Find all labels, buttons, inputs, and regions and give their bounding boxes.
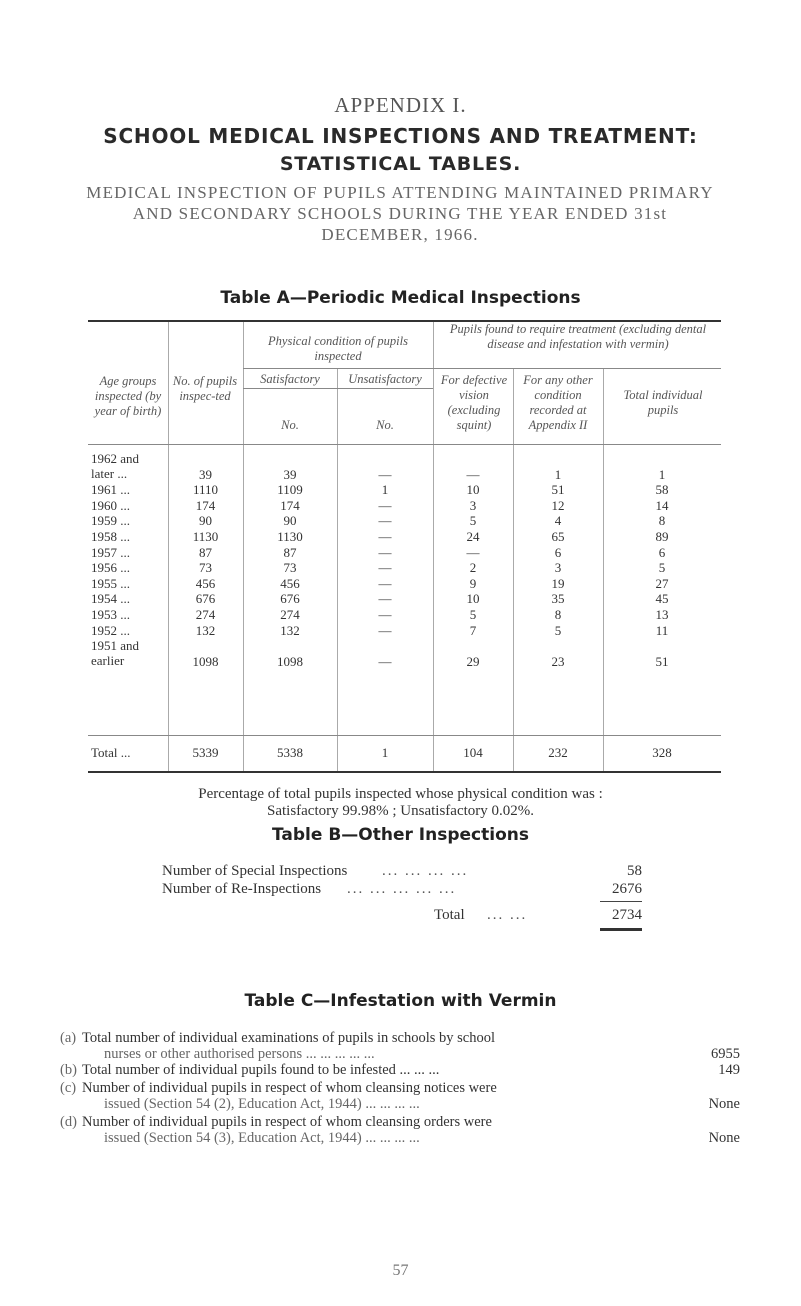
row-year: 1957 ... [91,544,130,560]
percentage-note [0,786,801,820]
leader-dots: ... ... [487,907,528,923]
total-double-rule [600,928,642,931]
row-unsat: — [378,513,392,529]
total-sat: 5338 [277,745,303,760]
total-vision: 104 [463,745,483,760]
total-label: Total ... [91,745,131,760]
table-b-value: 58 [627,863,642,879]
table-b-label: Number of Special Inspections [162,863,348,879]
row-other: 1 [554,466,562,482]
item-marker: (d) [60,1114,77,1130]
row-other: 35 [551,591,565,607]
row-year: 1953 ... [91,607,130,622]
row-total: 58 [655,482,669,498]
leader-dots: ... ... ... ... [382,863,469,879]
row-sat: 456 [280,575,300,591]
row-other: 23 [551,653,565,669]
intro-heading: MEDICAL INSPECTION OF PUPILS ATTENDING MAINTAINED PRIMARY AND SECONDARY SCHOOLS DURING THE YEAR ENDED 31st DECEMBER, 1966. [86,183,714,244]
row-other: 4 [554,513,562,529]
row-pupils: 1098 [192,653,219,669]
header-total-individual: Total individual pupils [623,388,703,417]
header-rule [243,388,433,389]
appendix-heading: APPENDIX I. [334,93,467,117]
table-bottom-rule [88,771,721,773]
table-c-title: Table C—Infestation with Vermin [244,991,557,1011]
total-other: 232 [548,745,568,760]
row-vision: 10 [466,591,480,607]
row-sat: 73 [283,560,297,576]
row-total: 14 [655,497,669,513]
item-marker: (a) [60,1030,77,1046]
item-text-line-1: Total number of individual examinations of pupils in schools by school [82,1030,495,1046]
item-value: 6955 [711,1046,740,1062]
row-pupils: 174 [195,497,216,513]
item-text-line-2: issued (Section 54 (3), Education Act, 1944) ... ... ... ... [104,1130,420,1146]
row-other: 3 [554,560,562,576]
row-other: 12 [551,497,565,513]
row-sat: 274 [280,607,300,622]
item-text-line-1: Number of individual pupils in respect of whom cleansing orders were [82,1114,492,1130]
item-marker: (c) [60,1080,77,1096]
row-total: 5 [658,560,666,576]
row-unsat: — [378,466,392,482]
row-sat: 90 [283,513,297,529]
row-pupils: 39 [199,466,212,482]
row-other: 65 [551,529,565,544]
row-other: 5 [554,622,562,638]
row-year: 1951 and earlier [91,638,140,669]
row-sat: 132 [280,622,300,638]
row-unsat: — [378,607,392,622]
row-unsat: — [378,560,392,576]
row-pupils: 274 [195,607,216,622]
row-vision: 29 [466,653,480,669]
table-b-title: Table B—Other Inspections [272,825,529,845]
row-pupils: 1130 [192,529,219,544]
table-a-title: Table A—Periodic Medical Inspections [220,288,581,308]
row-vision: — [466,466,480,482]
sum-rule [600,901,642,902]
row-vision: 5 [469,607,477,622]
row-year: 1962 and later ... [91,451,140,481]
row-sat: 87 [283,544,297,560]
table-c-item [60,1080,740,1114]
page-number: 57 [392,1262,409,1279]
row-sat: 39 [283,466,297,482]
header-satisfactory: Satisfactory [260,372,320,386]
total-rule [88,735,721,736]
row-year: 1954 ... [91,591,130,607]
row-vision: 5 [469,513,477,529]
total-pupils: 5339 [192,745,219,760]
table-b-total-label: Total [434,907,465,923]
header-rule [243,368,721,369]
row-sat: 676 [280,591,300,607]
row-total: 6 [658,544,666,560]
row-vision: 7 [469,622,477,638]
header-unsatisfactory: Unsatisfactory [348,372,422,386]
total-unsat: 1 [381,745,389,760]
item-text-line-1: Number of individual pupils in respect of whom cleansing notices were [82,1080,497,1096]
header-bottom-rule [88,444,721,445]
header-other-condition: For any other condition recorded at Appendix II [523,373,593,432]
row-total: 45 [655,591,669,607]
item-value: None [708,1096,740,1112]
row-pupils: 456 [195,575,216,591]
row-total: 8 [658,513,666,529]
row-pupils: 87 [199,544,212,560]
row-pupils: 132 [195,622,216,638]
row-sat: 174 [280,497,300,513]
row-total: 89 [655,529,669,544]
header-sat-no: No. [281,418,299,432]
row-pupils: 90 [199,513,212,529]
item-value: 149 [718,1062,740,1078]
row-vision: 10 [466,482,480,498]
row-pupils: 676 [195,591,216,607]
row-other: 6 [554,544,562,560]
row-vision: 2 [469,560,477,576]
row-sat: 1130 [277,529,303,544]
item-text-line-2: issued (Section 54 (2), Education Act, 1944) ... ... ... ... [104,1096,420,1112]
row-pupils: 1110 [192,482,219,498]
row-unsat: — [378,497,392,513]
row-year: 1961 ... [91,482,130,498]
row-year: 1956 ... [91,560,130,576]
table-a [88,320,721,773]
header-physical-condition: Physical condition of pupils inspected [268,334,408,363]
row-unsat: 1 [381,482,389,498]
row-vision: 9 [469,575,477,591]
row-year: 1955 ... [91,575,130,591]
row-total: 11 [655,622,669,638]
row-sat: 1109 [277,482,303,498]
row-year: 1960 ... [91,497,130,513]
header-treatment: Pupils found to require treatment (excluding dental disease and infestation with vermin) [449,322,707,351]
row-unsat: — [378,544,392,560]
item-value: None [708,1130,740,1146]
row-total: 27 [655,575,669,591]
table-c-item [60,1062,740,1080]
row-sat: 1098 [277,653,303,669]
header-unsat-no: No. [376,418,394,432]
row-vision: 24 [466,529,480,544]
row-other: 19 [551,575,565,591]
row-unsat: — [378,622,392,638]
leader-dots: ... ... ... ... ... [347,881,457,897]
total-total: 328 [652,745,672,760]
header-no-pupils: No. of pupils inspec-ted [172,374,238,403]
row-total: 51 [655,653,669,669]
main-title: SCHOOL MEDICAL INSPECTIONS AND TREATMENT: [103,124,698,148]
row-unsat: — [378,529,392,544]
header-age-groups: Age groups inspected (by year of birth) [94,374,162,418]
table-c-item [60,1114,740,1148]
percentage-line-2: Satisfactory 99.98% ; Unsatisfactory 0.02%. [266,803,535,819]
item-text-line-2: nurses or other authorised persons ... ... ... ... ... [104,1046,375,1062]
percentage-line-1: Percentage of total pupils inspected whose physical condition was : [198,786,603,802]
row-vision: 3 [469,497,477,513]
item-marker: (b) [60,1062,77,1078]
row-unsat: — [378,653,392,669]
row-pupils: 73 [199,560,212,576]
row-year: 1958 ... [91,529,130,544]
row-vision: — [466,544,480,560]
table-b-total-value: 2734 [612,907,642,923]
sub-title: STATISTICAL TABLES. [279,153,522,175]
header-defective-vision: For defective vision (excluding squint) [440,373,508,432]
row-unsat: — [378,591,392,607]
row-total: 13 [655,607,669,622]
table-c-item [60,1030,740,1064]
table-b-label: Number of Re-Inspections [162,881,322,897]
item-text-line-1: Total number of individual pupils found to be infested ... ... ... [82,1062,440,1078]
row-year: 1952 ... [91,622,130,638]
row-other: 8 [554,607,562,622]
table-b-value: 2676 [612,881,642,897]
row-other: 51 [551,482,565,498]
row-year: 1959 ... [91,513,130,529]
row-total: 1 [658,466,666,482]
row-unsat: — [378,575,392,591]
